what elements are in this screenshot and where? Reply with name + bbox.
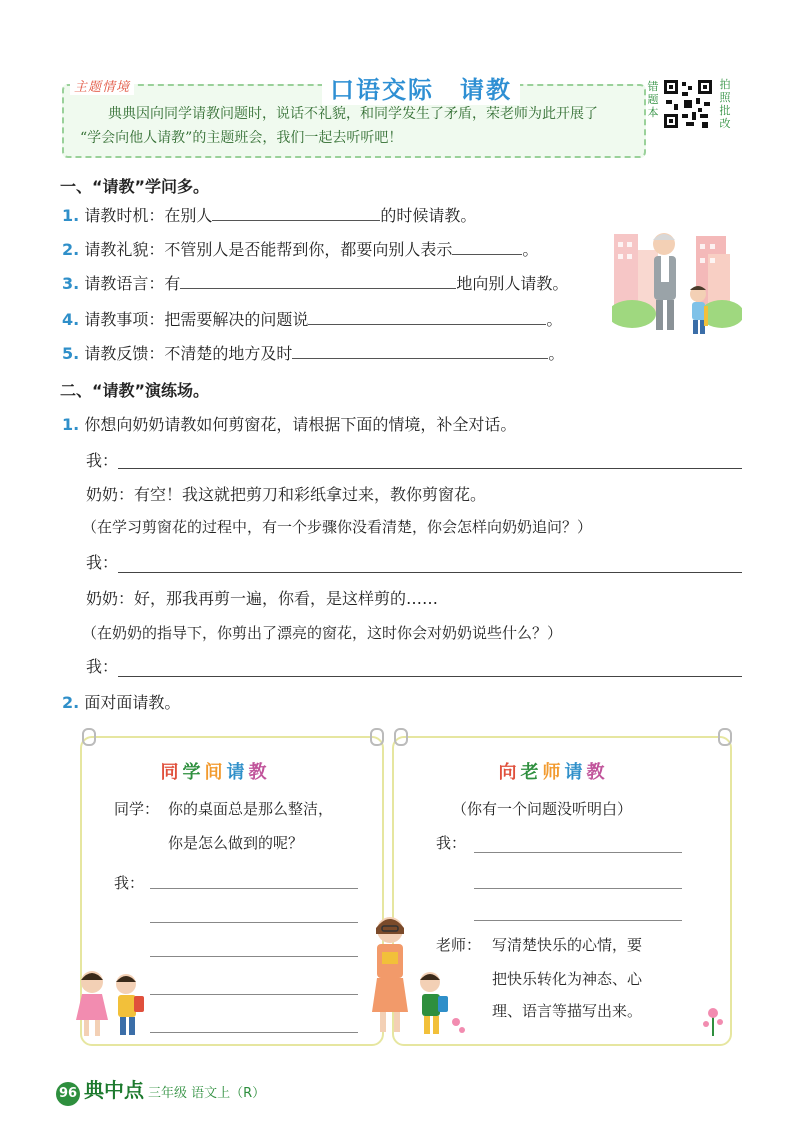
teacher-line-1: 写清楚快乐的心情，要	[492, 936, 643, 954]
question-2-2: 2. 面对面请教。	[62, 693, 181, 712]
footer-info: 三年级 语文上（R）	[148, 1086, 266, 1101]
question-number: 3.	[62, 274, 80, 293]
answer-line[interactable]	[150, 1032, 358, 1033]
question-number: 1.	[62, 206, 80, 225]
card-classmate-title: 同学间请教	[160, 762, 270, 783]
flower-icon	[700, 1004, 726, 1036]
question-number: 2.	[62, 240, 80, 259]
dialog-me-3: 我：	[86, 657, 119, 676]
dialog-me-2: 我：	[86, 553, 119, 572]
theme-text	[80, 102, 640, 150]
dialog-grandma-1: 奶奶：有空！我这就把剪刀和彩纸拿过来，教你剪窗花。	[86, 485, 487, 504]
teacher-line-3: 理、语言等描写出来。	[492, 1002, 643, 1020]
answer-line[interactable]	[474, 888, 682, 889]
answer-blank[interactable]	[292, 342, 548, 359]
section-heading-1: 一、“请教”学问多。	[60, 177, 210, 196]
clip-icon	[394, 728, 408, 746]
answer-line[interactable]	[150, 956, 358, 957]
teacher-speaker: 老师：	[436, 936, 482, 954]
clip-icon	[82, 728, 96, 746]
answer-line[interactable]	[118, 468, 742, 469]
page-title: 口语交际 请教	[322, 70, 520, 105]
question-number: 2.	[62, 693, 80, 712]
teacher-note: （你有一个问题没听明白）	[452, 800, 633, 818]
theme-line-2: “学会向他人请教”的主题班会，我们一起去听听吧！	[80, 130, 403, 146]
question-2: 2. 请教礼貌：不管别人是否能帮到你，都要向别人表示 。	[62, 240, 539, 259]
question-number: 4.	[62, 310, 80, 329]
teacher-student-illustration	[360, 912, 470, 1042]
answer-blank[interactable]	[212, 204, 380, 221]
question-4: 4. 请教事项：把需要解决的问题说 。	[62, 310, 563, 329]
answer-line[interactable]	[118, 676, 742, 677]
teacher-me: 我：	[436, 834, 467, 852]
theme-tag: 主题情境	[70, 76, 134, 95]
answer-blank[interactable]	[308, 308, 546, 325]
teacher-child-illustration	[612, 214, 742, 344]
answer-line[interactable]	[150, 994, 358, 995]
question-number: 1.	[62, 415, 80, 434]
clip-icon	[370, 728, 384, 746]
dialog-note-2: （在奶奶的指导下，你剪出了漂亮的窗花，这时你会对奶奶说些什么？）	[82, 624, 563, 642]
page-number: 96	[56, 1082, 80, 1106]
answer-line[interactable]	[118, 572, 742, 573]
classmate-line-2: 你是怎么做到的呢？	[168, 834, 304, 852]
card-teacher-title: 向老师请教	[498, 762, 608, 783]
classmate-me: 我：	[114, 874, 145, 892]
dialog-me-1: 我：	[86, 451, 119, 470]
theme-line-1: 典典因向同学请教问题时，说话不礼貌，和同学发生了矛盾，荣老师为此开展了	[80, 106, 598, 122]
section-heading-2: 二、“请教”演练场。	[60, 381, 210, 400]
teacher-line-2: 把快乐转化为神态、心	[492, 970, 643, 988]
page-footer	[56, 1074, 265, 1106]
brand-logo: 典中点	[84, 1078, 144, 1102]
question-2-1: 1. 你想向奶奶请教如何剪窗花，请根据下面的情境，补全对话。	[62, 415, 517, 434]
question-3: 3. 请教语言：有 地向别人请教。	[62, 274, 569, 293]
answer-line[interactable]	[150, 888, 358, 889]
clip-icon	[718, 728, 732, 746]
answer-line[interactable]	[474, 920, 682, 921]
children-illustration	[64, 964, 154, 1044]
answer-line[interactable]	[474, 852, 682, 853]
classmate-line-1: 你的桌面总是那么整洁，	[168, 800, 334, 818]
answer-blank[interactable]	[452, 238, 522, 255]
qr-code-icon[interactable]	[662, 78, 714, 130]
classmate-speaker: 同学：	[114, 800, 160, 818]
dialog-grandma-2: 奶奶：好，那我再剪一遍，你看，是这样剪的……	[86, 589, 439, 608]
question-5: 5. 请教反馈：不清楚的地方及时 。	[62, 344, 565, 363]
answer-blank[interactable]	[180, 272, 456, 289]
dialog-note-1: （在学习剪窗花的过程中，有一个步骤你没看清楚，你会怎样向奶奶追问？）	[82, 518, 593, 536]
question-number: 5.	[62, 344, 80, 363]
qr-right-label: 拍照批改	[719, 78, 731, 130]
answer-line[interactable]	[150, 922, 358, 923]
qr-left-label: 错题本	[647, 80, 659, 119]
question-1: 1. 请教时机：在别人 的时候请教。	[62, 206, 477, 225]
